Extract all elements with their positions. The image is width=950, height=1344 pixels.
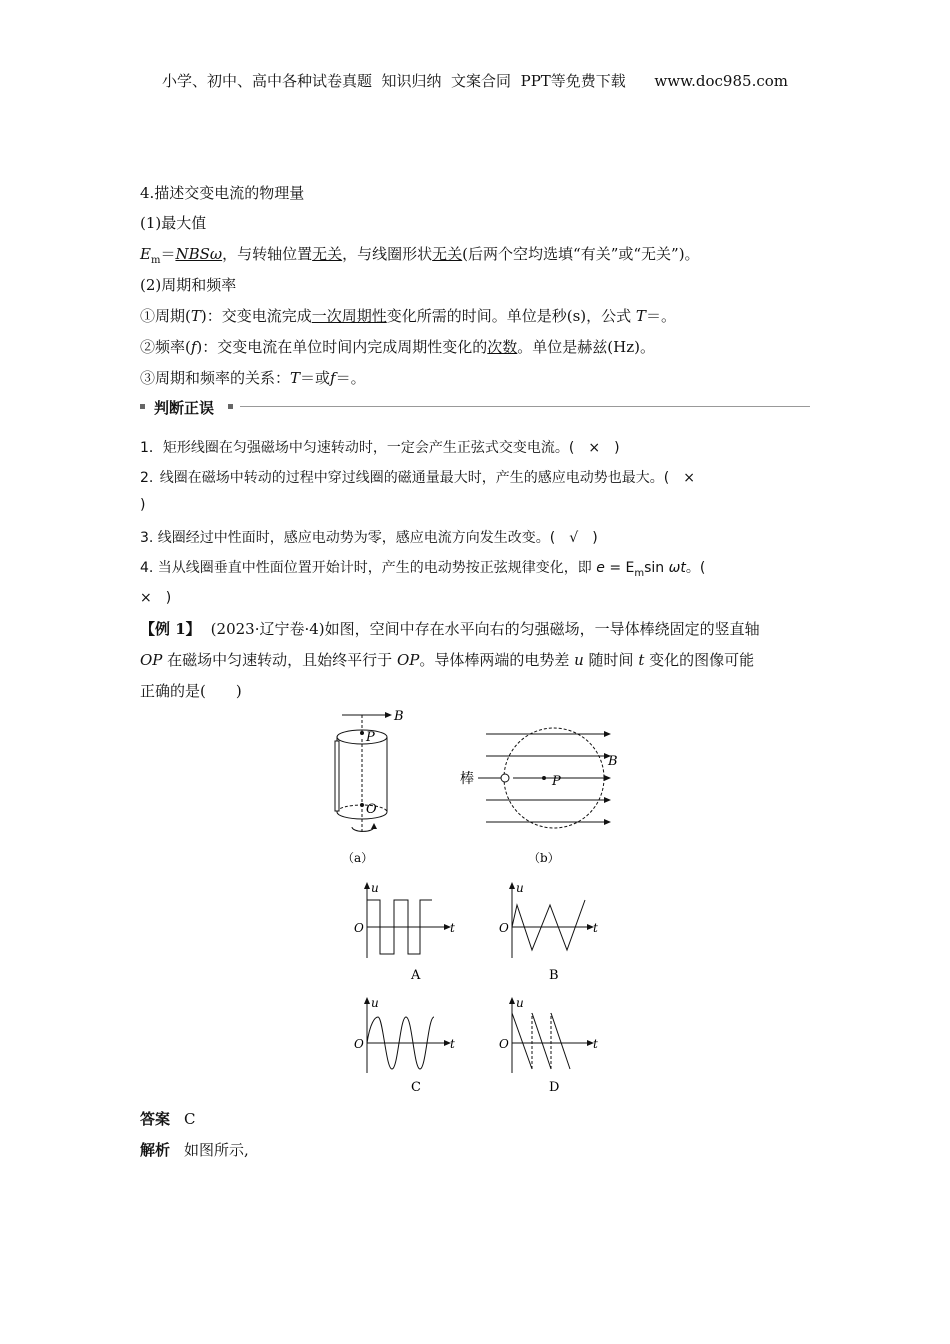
- rod-label: 棒: [460, 771, 474, 787]
- field-arrow-5: [604, 819, 611, 825]
- field-arrow-3: [604, 775, 611, 781]
- relation-T: T: [290, 369, 301, 387]
- em-formula-blank: NBSω: [175, 245, 223, 263]
- option-a-label: A: [411, 968, 421, 983]
- judge-q1: 1．矩形线圈在匀强磁场中匀速转动时，一定会产生正弦式交变电流。( × ): [140, 440, 620, 456]
- frequency-text-b: )：交变电流在单位时间内完成周期性变化的: [196, 338, 488, 356]
- header-square-right: [228, 404, 233, 409]
- b-triangle-wave: [512, 900, 585, 950]
- frequency-text-c: 。单位是赫兹(Hz)。: [517, 338, 655, 356]
- q4-end: 。(: [685, 560, 706, 576]
- blank-axis-position: 无关: [312, 245, 343, 263]
- conductor-rod: [335, 741, 339, 811]
- c-u-label: u: [371, 996, 379, 1010]
- example-text-2c: 随时间: [583, 651, 639, 669]
- judge-q2-cont: ): [140, 497, 146, 513]
- judge-title: 判断正误: [154, 399, 215, 417]
- c-t-label: t: [450, 1037, 455, 1051]
- figure-a-cylinder: [320, 705, 420, 865]
- q4-eq: = E: [604, 560, 635, 576]
- period-blank: 一次周期性: [311, 307, 387, 325]
- page-header: 小学、初中、高中各种试卷真题 知识归纳 文案合同 PPT等免费下载 www.doc985.com: [161, 72, 788, 90]
- q4-text: 4. 当从线圈垂直中性面位置开始计时，产生的电动势按正弦规律变化，即: [140, 560, 597, 576]
- option-b-graph: [487, 880, 597, 985]
- period-line: [140, 305, 676, 326]
- b-u-arrow: [509, 882, 515, 889]
- q4-sub: m: [634, 567, 645, 579]
- example-text-2a: 在磁场中匀速转动，且始终平行于: [162, 651, 397, 669]
- point-p-b: [542, 776, 546, 780]
- b-t-label: t: [593, 921, 598, 935]
- field-arrow-1: [604, 731, 611, 737]
- relation-text-c: ＝。: [335, 369, 366, 387]
- a-u-label: u: [371, 881, 379, 895]
- subsection-max-value: (1)最大值: [140, 214, 207, 232]
- frequency-symbol: f: [190, 338, 197, 356]
- example-line-3: 正确的是( ): [140, 682, 242, 700]
- relation-text-a: ③周期和频率的关系：: [140, 369, 291, 387]
- answer-label: 答案: [140, 1110, 171, 1128]
- section-title: 4.描述交变电流的物理量: [140, 184, 305, 202]
- em-text-3: (后两个空均选填“有关”或“无关”)。: [462, 245, 700, 263]
- judge-q4-cont: × ): [140, 590, 172, 606]
- d-o-label: O: [499, 1037, 509, 1051]
- example-text-2d: 变化的图像可能: [644, 651, 755, 669]
- em-text-2: ，与线圈形状: [342, 245, 433, 263]
- period-text-c: 变化所需的时间。单位是秒(s)，公式: [386, 307, 636, 325]
- judge-q4: [140, 557, 705, 579]
- judge-q3: 3. 线圈经过中性面时，感应电动势为零，感应电流方向发生改变。( √ ): [140, 530, 598, 546]
- judge-section-header: [140, 399, 810, 417]
- t-symbol: t: [638, 651, 645, 669]
- u-symbol: u: [574, 651, 584, 669]
- relation-text-b: ＝或: [300, 369, 331, 387]
- subsection-period-frequency: (2)周期和频率: [140, 276, 237, 294]
- b-arrow-head: [385, 712, 392, 718]
- answer-line: [140, 1108, 196, 1129]
- frequency-line: [140, 336, 655, 357]
- max-value-line: [140, 243, 700, 266]
- em-text-1: ，与转轴位置: [222, 245, 313, 263]
- caption-a: （a）: [342, 851, 374, 865]
- frequency-blank: 次数: [487, 338, 518, 356]
- q4-wt: ωt: [668, 560, 686, 576]
- example-line-2: [140, 649, 754, 670]
- analysis-line: [140, 1139, 249, 1160]
- d-u-arrow: [509, 997, 515, 1004]
- header-square-left: [140, 404, 145, 409]
- frequency-text-a: ②频率(: [140, 338, 191, 356]
- field-arrow-4: [604, 797, 611, 803]
- b-label-b: B: [608, 754, 618, 769]
- analysis-label: 解析: [140, 1141, 171, 1159]
- rod-cross-section: [501, 774, 509, 782]
- d-saw-2: [532, 1013, 551, 1069]
- d-saw-3: [551, 1013, 570, 1069]
- em-symbol: E: [140, 245, 151, 263]
- header-rule: [240, 406, 810, 407]
- period-symbol: T: [190, 307, 201, 325]
- option-d-graph: [487, 995, 597, 1100]
- em-equals: ＝: [160, 245, 176, 263]
- caption-b: （b）: [528, 851, 560, 865]
- d-saw-1: [512, 1013, 532, 1069]
- q4-sin: sin: [644, 560, 669, 576]
- period-text-a: ①周期(: [140, 307, 191, 325]
- rotation-arrow: [352, 827, 374, 831]
- b-o-label: O: [499, 921, 509, 935]
- figure-b-top-view: [458, 722, 628, 867]
- p-label-b: P: [552, 774, 561, 789]
- p-label-a: P: [366, 730, 375, 745]
- c-o-label: O: [354, 1037, 364, 1051]
- answer-value: C: [184, 1110, 196, 1128]
- b-u-label: u: [516, 881, 524, 895]
- c-u-arrow: [364, 997, 370, 1004]
- o-label-a: O: [366, 802, 377, 817]
- relation-line: [140, 367, 366, 388]
- option-c-label: C: [411, 1080, 421, 1095]
- judge-q2: 2. 线圈在磁场中转动的过程中穿过线圈的磁通量最大时，产生的感应电动势也最大。( ×: [140, 470, 695, 486]
- a-t-label: t: [450, 921, 455, 935]
- op-axis-1: OP: [140, 651, 163, 669]
- d-u-label: u: [516, 996, 524, 1010]
- option-b-label: B: [549, 968, 559, 983]
- option-c-graph: [350, 995, 460, 1100]
- b-label: B: [394, 709, 404, 724]
- point-p: [360, 731, 364, 735]
- blank-coil-shape: 无关: [432, 245, 463, 263]
- example-text-1: (2023·辽宁卷·4)如图，空间中存在水平向右的匀强磁场，一导体棒绕固定的竖直轴: [210, 620, 760, 638]
- relation-f: f: [330, 369, 336, 387]
- em-subscript: m: [150, 255, 161, 266]
- period-formula-symbol: T: [635, 307, 646, 325]
- analysis-text: 如图所示,: [184, 1141, 249, 1159]
- option-d-label: D: [549, 1080, 560, 1095]
- option-a-graph: [350, 880, 460, 985]
- example-line-1: [140, 618, 760, 639]
- period-text-d: ＝。: [645, 307, 676, 325]
- period-text-b: )：交变电流完成: [200, 307, 312, 325]
- a-u-arrow: [364, 882, 370, 889]
- a-o-label: O: [354, 921, 364, 935]
- point-o: [360, 803, 364, 807]
- q4-e: e: [596, 560, 605, 576]
- example-tag: 【例 1】: [140, 620, 201, 638]
- d-t-label: t: [593, 1037, 598, 1051]
- example-text-2b: 。导体棒两端的电势差: [419, 651, 575, 669]
- op-axis-2: OP: [396, 651, 420, 669]
- rotation-arrow-head: [371, 823, 377, 829]
